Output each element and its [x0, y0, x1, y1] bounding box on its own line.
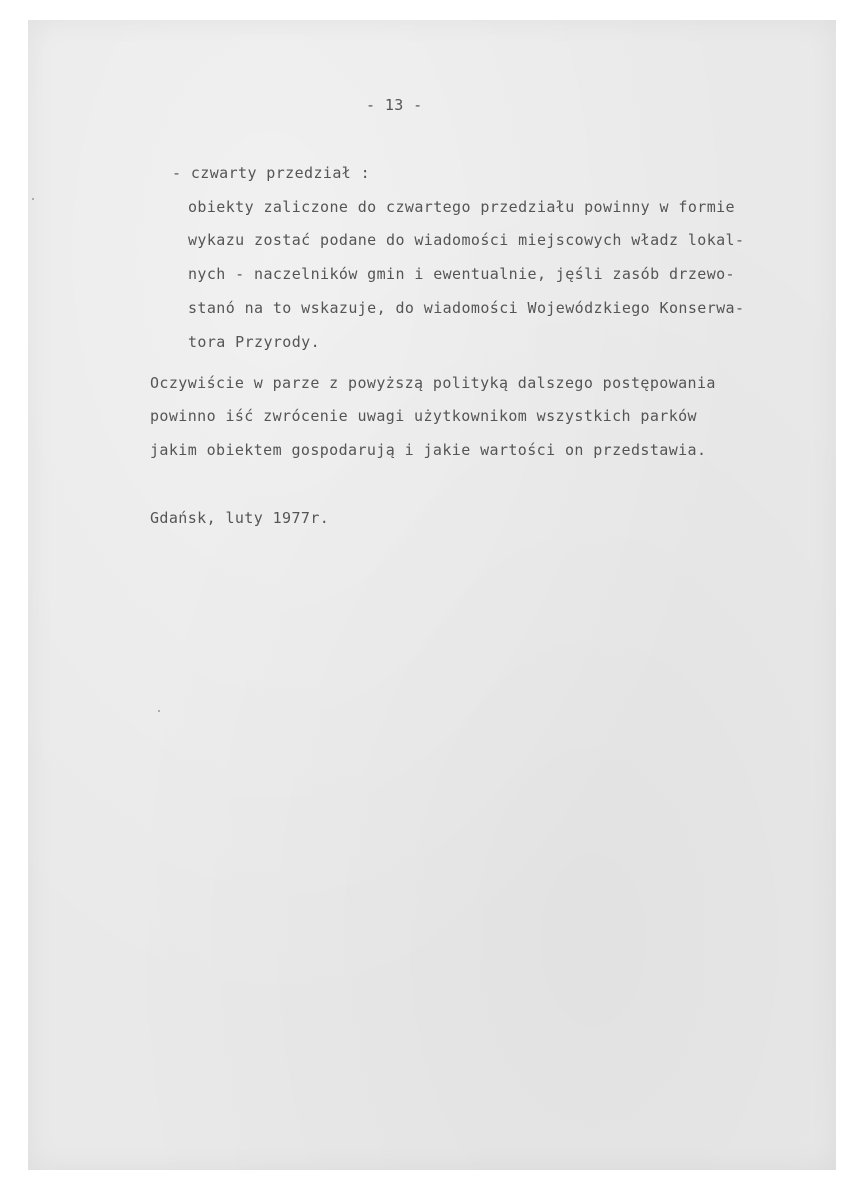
list-item-line: stanó na to wskazuje, do wiadomości Wojewódzkiego Konserwa-: [188, 299, 745, 317]
list-item-line: nych - naczelników gmin i ewentualnie, jęśli zasób drzewo-: [188, 265, 735, 283]
paper-sheet: [28, 20, 836, 1170]
list-item-heading: - czwarty przedział :: [172, 164, 371, 182]
page-number: - 13 -: [366, 96, 423, 114]
paragraph-line: jakim obiektem gospodarują i jakie wartości on przedstawia.: [150, 441, 707, 459]
paper-speck: [158, 710, 160, 712]
paper-speck: [32, 198, 34, 200]
paragraph-line: powinno iść zwrócenie uwagi użytkownikom wszystkich parków: [150, 407, 697, 425]
list-item-line: obiekty zaliczone do czwartego przedziału powinny w formie: [188, 198, 735, 216]
paragraph-line: Oczywiście w parze z powyższą polityką dalszego postępowania: [150, 374, 716, 392]
place-date-signature: Gdańsk, luty 1977r.: [150, 509, 330, 527]
list-item-line: tora Przyrody.: [188, 333, 321, 351]
list-item-line: wykazu zostać podane do wiadomości miejscowych władz lokal-: [188, 231, 745, 249]
